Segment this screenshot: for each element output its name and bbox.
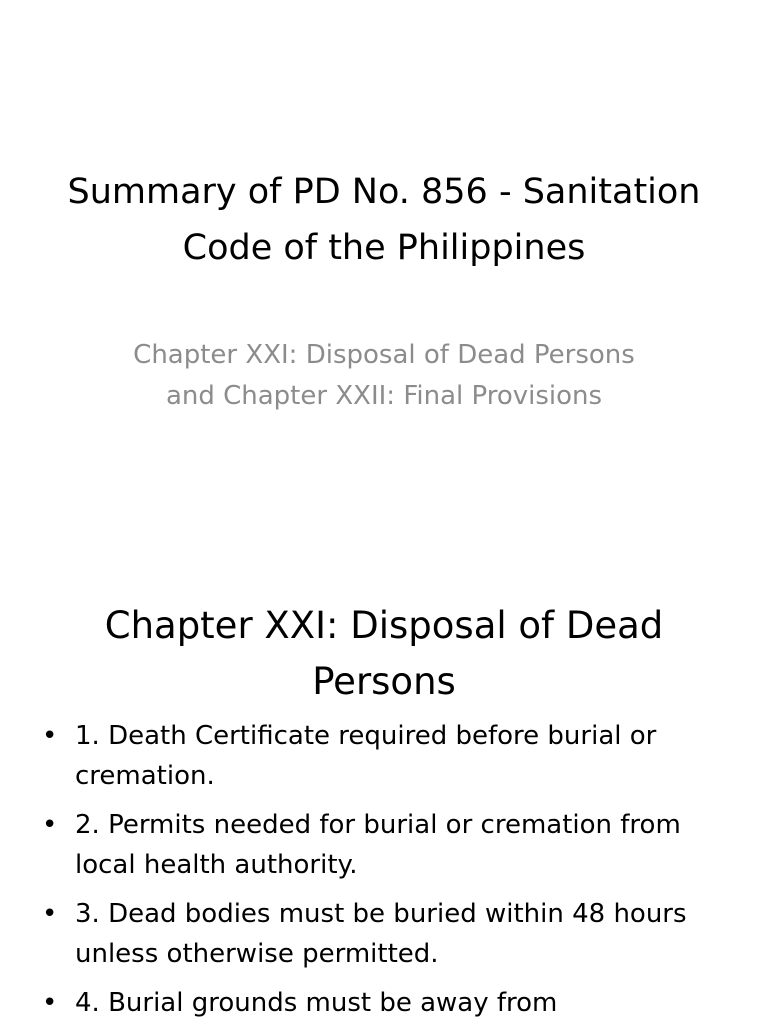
- bullet-list: [38, 716, 718, 1024]
- slide-subtitle: Chapter XXI: Disposal of Dead Persons and Chapter XXII: Final Provisions: [133, 340, 635, 411]
- bullet-item: [38, 983, 718, 1023]
- bullet-item: [38, 716, 718, 796]
- slide-title: Summary of PD No. 856 - Sanitation Code of the Philippines: [67, 172, 701, 268]
- bullet-icon: •: [42, 988, 58, 1018]
- bullet-icon: •: [42, 810, 58, 840]
- bullet-item: [38, 894, 718, 974]
- bullet-item: [38, 805, 718, 885]
- bullet-text: 1. Death Certificate required before burial or cremation.: [75, 721, 657, 791]
- content-slide: [0, 576, 768, 1024]
- bullet-text: 2. Permits needed for burial or cremation from local health authority.: [75, 810, 681, 880]
- bullet-text: 4. Burial grounds must be away from: [75, 988, 558, 1018]
- bullet-icon: •: [42, 721, 58, 751]
- slide-heading: Chapter XXI: Disposal of Dead Persons: [104, 604, 664, 703]
- bullet-icon: •: [42, 899, 58, 929]
- bullet-text: 3. Dead bodies must be buried within 48 hours unless otherwise permitted.: [75, 899, 687, 969]
